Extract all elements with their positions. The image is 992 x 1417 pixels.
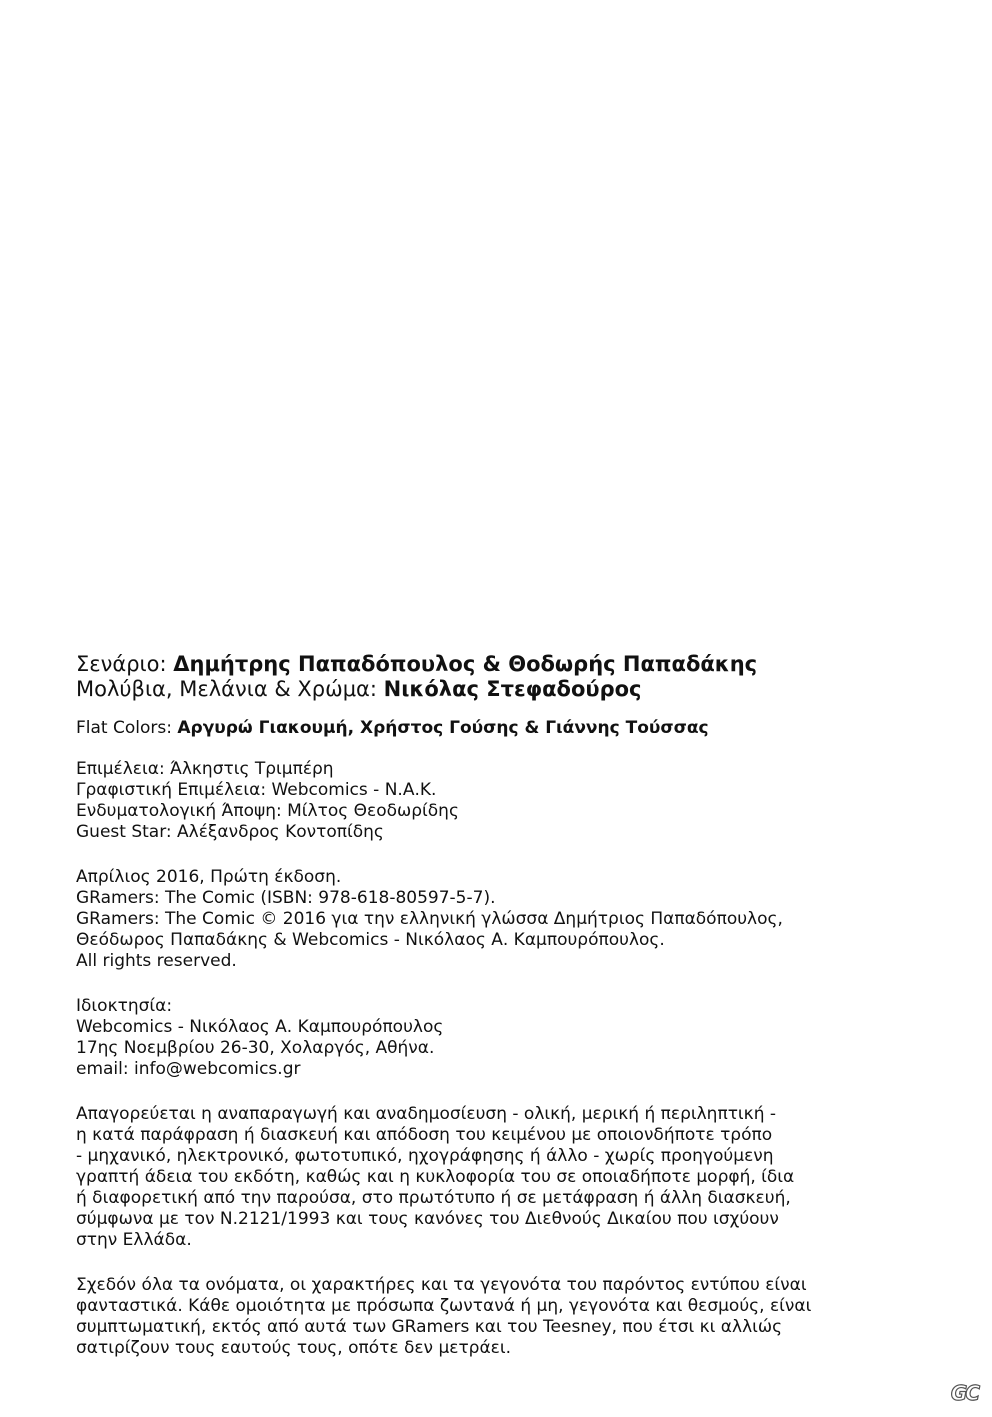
- art-credit: [76, 677, 936, 702]
- legal-block: [76, 1104, 936, 1251]
- ownership-block: [76, 996, 936, 1080]
- edition-block: [76, 867, 936, 972]
- ownership-line: Webcomics - Νικόλαος Α. Καμπουρόπουλος: [76, 1017, 444, 1037]
- legal-line: η κατά παράφραση ή διασκευή και απόδοση του κειμένου με οποιονδήποτε τρόπο: [76, 1125, 773, 1145]
- legal-line: γραπτή άδεια του εκδότη, καθώς και η κυκλοφορία του σε οποιαδήποτε μορφή, ίδια: [76, 1167, 795, 1187]
- legal-line: ή διαφορετική από την παρούσα, στο πρωτότυπο ή σε μετάφραση ή άλλη διασκευή,: [76, 1188, 791, 1208]
- staff-line: Ενδυματολογική Άποψη: Μίλτος Θεοδωρίδης: [76, 801, 459, 821]
- staff-line: Επιμέλεια: Άλκηστις Τριμπέρη: [76, 759, 334, 779]
- disclaimer-line: σατιρίζουν τους εαυτούς τους, οπότε δεν μετράει.: [76, 1338, 512, 1358]
- art-label: Μολύβια, Μελάνια & Χρώμα:: [76, 677, 377, 701]
- ownership-line: 17ης Νοεμβρίου 26-30, Χολαργός, Αθήνα.: [76, 1038, 435, 1058]
- flat-label: Flat Colors:: [76, 718, 172, 738]
- legal-line: - μηχανικό, ηλεκτρονικό, φωτοτυπικό, ηχογράφησης ή άλλο - χωρίς προηγούμενη: [76, 1146, 774, 1166]
- disclaimer-line: συμπτωματική, εκτός από αυτά των GRamers και του Teesney, που έτσι κι αλλιώς: [76, 1317, 783, 1337]
- legal-line: Απαγορεύεται η αναπαραγωγή και αναδημοσίευση - ολική, μερική ή περιληπτική -: [76, 1104, 777, 1124]
- staff-line: Guest Star: Αλέξανδρος Κοντοπίδης: [76, 822, 384, 842]
- edition-line: Θεόδωρος Παπαδάκης & Webcomics - Νικόλαος Α. Καμπουρόπουλος.: [76, 930, 665, 950]
- scenario-credit: [76, 652, 936, 677]
- scenario-value: Δημήτρης Παπαδόπουλος & Θοδωρής Παπαδάκης: [173, 652, 758, 676]
- legal-line: στην Ελλάδα.: [76, 1230, 192, 1250]
- edition-line: All rights reserved.: [76, 951, 237, 971]
- legal-line: σύμφωνα με τον Ν.2121/1993 και τους κανόνες του Διεθνούς Δικαίου που ισχύουν: [76, 1209, 779, 1229]
- art-value: Νικόλας Στεφαδούρος: [383, 677, 642, 701]
- edition-line: Απρίλιος 2016, Πρώτη έκδοση.: [76, 867, 342, 887]
- disclaimer-block: [76, 1275, 936, 1359]
- scenario-label: Σενάριο:: [76, 652, 167, 676]
- staff-line: Γραφιστική Επιμέλεια: Webcomics - Ν.Α.Κ.: [76, 780, 437, 800]
- edition-line: GRamers: The Comic (ISBN: 978-618-80597-5-7).: [76, 888, 496, 908]
- credits-block: [76, 652, 936, 702]
- disclaimer-line: Σχεδόν όλα τα ονόματα, οι χαρακτήρες και τα γεγονότα του παρόντος εντύπου είναι: [76, 1275, 807, 1295]
- disclaimer-line: φανταστικά. Κάθε ομοιότητα με πρόσωπα ζωντανά ή μη, γεγονότα και θεσμούς, είναι: [76, 1296, 812, 1316]
- edition-line: GRamers: The Comic © 2016 για την ελληνική γλώσσα Δημήτριος Παπαδόπουλος,: [76, 909, 783, 929]
- flat-value: Αργυρώ Γιακουμή, Χρήστος Γούσης & Γιάννης Τούσσας: [177, 718, 709, 738]
- ownership-email: email: info@webcomics.gr: [76, 1059, 301, 1079]
- ownership-line: Ιδιοκτησία:: [76, 996, 173, 1016]
- colophon: [76, 652, 936, 1359]
- staff-block: [76, 759, 936, 843]
- watermark-logo: GC: [950, 1381, 978, 1405]
- flat-colors-credit: [76, 718, 936, 739]
